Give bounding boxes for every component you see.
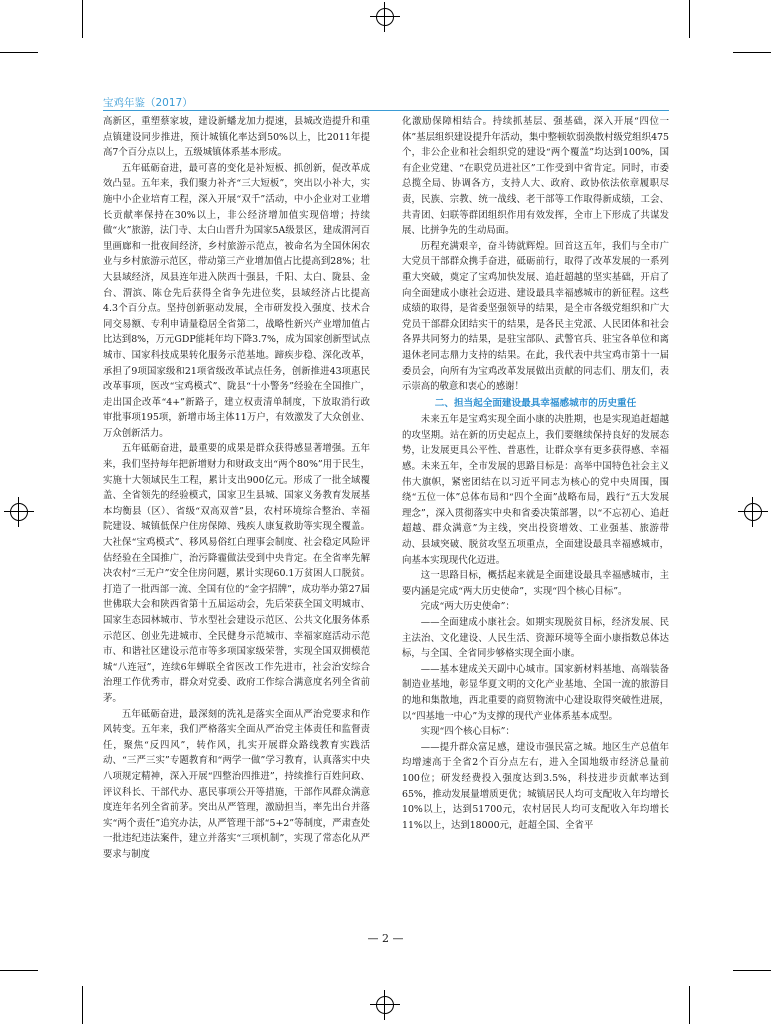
left-paragraph-3: 五年砥砺奋进，最重要的成果是群众获得感显著增强。五年来，我们坚持每年把新增财力和财政支出“两个80%”用于民生，实施十大领域民生工程，累计支出900亿元。形成了一批全域覆盖、全省领先的经验模式，国家卫生县城、国家义务教育发展基本均衡县（区）、省级“双高双普”县，农村环境综合整治、幸福院建设、城镇低保户住房保障、残疾人康复救助等实现全覆盖。大社保“宝鸡模式”、移风易俗红白理事会制度、社会稳定风险评估经验在全国推广，治污降霾做法受到中央肯定。在全省率先解决农村“三无户”安全住房问题，累计实现60.1万贫困人口脱贫。打造了一批西部一流、全国有位的“金字招牌”，成功举办第27届世佛联大会和陕西省第十五届运动会，先后荣获全国文明城市、国家生态园林城市、节水型社会建设示范区、公共文化服务体系示范区、创业先进城市、全民健身示范城市、幸福家庭活动示范市、和谐社区建设示范市等多项国家级荣誉，实现全国双拥模范城“八连冠”，连续6年蝉联全省医改工作先进市，社会治安综合治理工作优秀市，群众对党委、政府工作综合满意度名列全省前茅。 <box>103 443 370 704</box>
right-paragraph-5: 完成“两大历史使命”： <box>420 601 515 613</box>
trim-mark-bl-v <box>82 986 83 1024</box>
registration-mark-right <box>738 497 768 527</box>
registration-mark-left <box>4 497 34 527</box>
right-paragraph-1: 化激励保障相结合。持续抓基层、强基础，深入开展“四位一体”基层组织建设提升年活动，集中整顿软弱涣散村级党组织475个，非公企业和社会组织党的建设“两个覆盖”均达到100%，国有企业党建、“在职党员进社区”工作受到中省肯定。同时，市委总揽全局、协调各方，支持人大、政府、政协依法依章履职尽责，民族、宗教、统一战线、老干部等工作取得新成绩，工会、共青团、妇联等群团组织作用有效发挥，全市上下形成了共谋发展、比拼争先的生动局面。 <box>402 116 669 237</box>
trim-mark-br-v <box>689 986 690 1024</box>
right-paragraph-6: ——全面建成小康社会。如期实现脱贫目标，经济发展、民主法治、文化建设、人民生活、资源环境等全面小康指数总体达标，与全国、全省同步够格实现全面小康。 <box>402 617 669 660</box>
trim-mark-tr-v <box>689 0 690 38</box>
trim-mark-tl-v <box>82 0 83 38</box>
left-paragraph-2: 五年砥砺奋进，最可喜的变化是补短板、抓创新，促改革成效凸显。五年来，我们聚力补齐“三大短板”，突出以小补大，实施中小企业培育工程，深入开展“双千”活动，中小企业对工业增长贡献率保持在30%以上，非公经济增加值实现倍增；持续做“火”旅游，法门寺、太白山晋升为国家5A级景区，建成渭河百里画廊和一批夜间经济，乡村旅游示范点，被命名为全国休闲农业与乡村旅游示范区，带动第三产业增加值占比提高到28%；壮大县域经济，凤县连年进入陕西十强县，千阳、太白、陇县、金台、渭滨、陈仓先后获得全省争先进位奖，县域经济占比提高4.3个百分点。坚持创新驱动发展，全市研发投入强度、技术合同交易额、专利申请量稳居全省第二，战略性新兴产业增加值占比达到8%，万元GDP能耗年均下降3.7%，成为国家创新型试点城市、国家科技成果转化服务示范基地。蹄疾步稳、深化改革，承担了9项国家级和21项省级改革试点任务，创新推进43项惠民改革事项，医改“宝鸡模式”、陇县“十小警务”经验在全国推广，走出国企改革“4+”新路子，建立权责清单制度，下放取消行政审批事项195项，新增市场主体11万户，有效激发了大众创业、万众创新活力。 <box>103 162 370 439</box>
page-number: — 2 — <box>367 932 404 945</box>
registration-mark-bottom <box>370 990 400 1020</box>
right-paragraph-8: 实现“四个核心目标”： <box>420 726 515 738</box>
left-paragraph-1: 高新区，重塑蔡家坡，建设新蟠龙加力提速，县城改造提升和重点镇建设同步推进，预计城镇化率达到50%以上，比2011年提高7个百分点以上，五级城镇体系基本形成。 <box>103 116 370 159</box>
running-header: 宝鸡年鉴（2017） <box>103 97 193 109</box>
right-paragraph-9: ——提升群众富足感，建设市强民富之城。地区生产总值年均增速高于全省2个百分点左右，进入全国地级市经济总量前100位；研发经费投入强度达到3.5%，科技进步贡献率达到65%，推动发展量增质更优；城镇居民人均可支配收入年均增长10%以上，达到51700元，农村居民人均可支配收入年均增长11%以上，达到18000元，赶超全国、全省平 <box>402 741 669 831</box>
right-paragraph-7: ——基本建成关天副中心城市。国家新材料基地、高端装备制造业基地，彰显华夏文明的文化产业基地、全国一流的旅游目的地和集散地，西北重要的商贸物流中心建设取得突破性进展，以“四基地一中心”为支撑的现代产业体系基本成型。 <box>402 663 669 722</box>
trim-mark-bl-h <box>0 970 38 971</box>
section-heading: 二、担当起全面建设最具幸福感城市的历史重任 <box>434 397 637 409</box>
right-paragraph-2: 历程充满艰辛，奋斗铸就辉煌。回首这五年，我们与全市广大党员干部群众携手奋进，砥砺前行，取得了改革发展的一系列重大突破，奠定了宝鸡加快发展、追赶超越的坚实基础，开启了向全面建成小康社会迈进、建设最具幸福感城市的新征程。这些成绩的取得，是省委坚强领导的结果，是全市各级党组织和广大党员干部群众团结实干的结果，是各民主党派、人民团体和社会各界共同努力的结果，是驻宝部队、武警官兵、驻宝各单位和离退休老同志鼎力支持的结果。在此，我代表中共宝鸡市第十一届委员会，向所有为宝鸡改革发展做出贡献的同志们、朋友们，表示崇高的敬意和衷心的感谢！ <box>402 240 669 393</box>
left-paragraph-4: 五年砥砺奋进，最深刻的洗礼是落实全面从严治党要求和作风转变。五年来，我们严格落实全面从严治党主体责任和监督责任，聚焦“反四风”，转作风，扎实开展群众路线教育实践活动、“三严三实”专题教育和“两学一做”学习教育，认真落实中央八项规定精神，深入开展“四整治四推进”，持续推行百姓问政、评议科长、干部代办、惠民事项公开等措施，干部作风群众满意度连年名列全省前茅。突出从严管理，激励担当，率先出台并落实“两个责任”追究办法，从严管理干部“5+2”等制度，严肃查处一批违纪违法案件，建立并落实“三项机制”，实现了常态化从严要求与制度 <box>103 708 370 860</box>
left-column <box>103 114 370 863</box>
trim-mark-br-h <box>733 970 771 971</box>
registration-mark-top <box>370 2 400 32</box>
right-column <box>402 114 669 833</box>
header-rule <box>103 110 669 111</box>
right-paragraph-3: 未来五年是宝鸡实现全面小康的决胜期，也是实现追赶超越的攻坚期。站在新的历史起点上，我们要继续保持良好的发展态势，让发展更具公平性、普惠性，让群众享有更多获得感、幸福感。未来五年，全市发展的思路目标是：高举中国特色社会主义伟大旗帜，紧密团结在以习近平同志为核心的党中央周围，围绕“五位一体”总体布局和“四个全面”战略布局，践行“五大发展理念”，深入贯彻落实中央和省委决策部署，以“不忘初心、追赶超越、群众满意”为主线，突出投资增效、工业强基、旅游带动、县域突破、脱贫攻坚五项重点，全面建设最具幸福感城市，向基本实现现代化迈进。 <box>402 414 669 566</box>
trim-mark-tl-h <box>0 52 38 53</box>
trim-mark-tr-h <box>733 52 771 53</box>
right-paragraph-4: 这一思路目标，概括起来就是全面建设最具幸福感城市，主要内涵是完成“两大历史使命”，实现“四个核心目标”。 <box>402 570 669 597</box>
